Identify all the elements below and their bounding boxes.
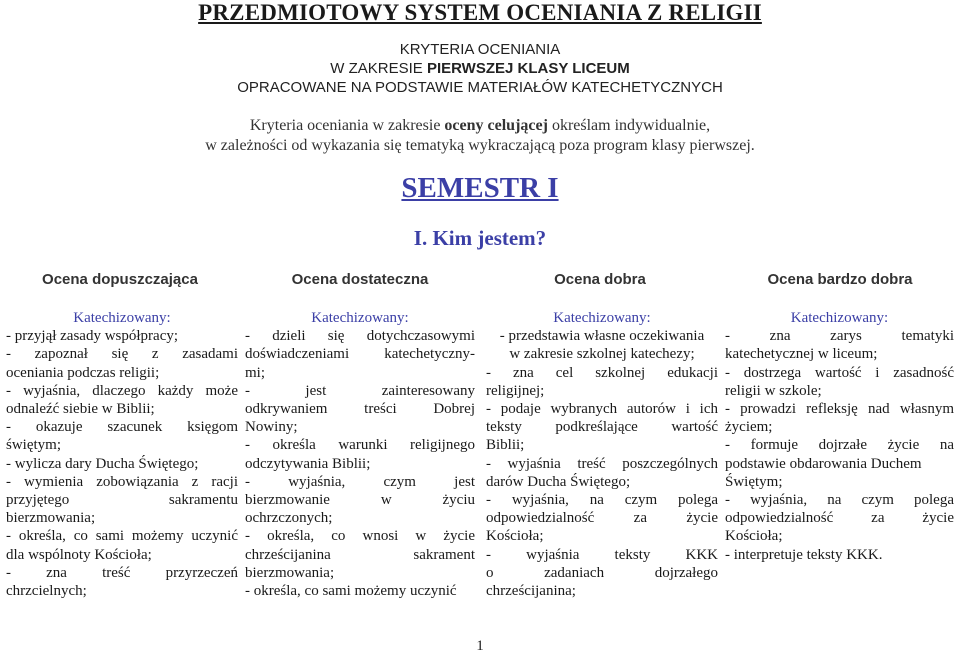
criterion-line: - zna treść przyrzeczeń xyxy=(6,564,238,581)
criterion-line: świętym; xyxy=(6,437,61,454)
criterion-line: przyjętego sakramentu xyxy=(6,491,238,508)
criterion-line: - wymienia zobowiązania z racji xyxy=(6,473,238,490)
criterion-line: o zadaniach dojrzałego xyxy=(486,564,718,581)
criterion-line: - interpretuje teksty KKK. xyxy=(725,546,883,563)
criteria-line-2 xyxy=(0,59,960,78)
criterion-line: - prowadzi refleksję nad własnym xyxy=(725,400,954,417)
criterion-line: odpowiedzialność za życie xyxy=(725,510,954,527)
criteria-line-1: KRYTERIA OCENIANIA xyxy=(399,41,561,58)
criterion-line: - dostrzega wartość i zasadność xyxy=(725,364,954,381)
criterion-line: - zna cel szkolnej edukacji xyxy=(486,364,718,381)
criterion-line: - wyjaśnia treść poszczególnych xyxy=(486,455,718,472)
criterion-line: religii w szkole; xyxy=(725,382,822,399)
intro-line-2: w zależności od wykazania się tematyką wykraczającą poza program klasy pierwszej. xyxy=(205,137,755,154)
column-heading: Katechizowany: xyxy=(73,310,171,326)
criterion-line: oceniania podczas religii; xyxy=(6,364,160,381)
column-heading: Katechizowany: xyxy=(790,310,889,326)
criterion-line: podstawie obdarowania Duchem xyxy=(725,455,922,472)
criterion-line: w zakresie szkolnej katechezy; xyxy=(509,346,695,363)
criterion-line: bierzmowania; xyxy=(245,564,335,581)
criterion-line: Świętym; xyxy=(725,473,783,490)
criterion-line: - określa warunki religijnego xyxy=(245,437,475,454)
criterion-line: Biblii; xyxy=(486,437,525,454)
criterion-line: bierzmowania; xyxy=(6,510,96,527)
criterion-line: chrześcijanina; xyxy=(486,582,576,599)
criterion-line: - podaje wybranych autorów i ich xyxy=(486,401,718,417)
criterion-line: - formuje dojrzałe życie na xyxy=(725,437,954,454)
criterion-line: odkrywaniem treści Dobrej xyxy=(245,400,475,417)
criterion-line: - dzieli się dotychczasowymi xyxy=(245,328,475,345)
criterion-line: dla wspólnoty Kościoła; xyxy=(6,546,152,563)
header-bardzo-dobra: Ocena bardzo dobra xyxy=(767,271,913,288)
intro-block xyxy=(0,116,960,156)
page-number: 1 xyxy=(476,638,484,654)
criteria-line-2-bold: PIERWSZEJ KLASY LICEUM xyxy=(426,60,630,77)
intro-line-1-suffix: określam indywidualnie, xyxy=(547,117,711,134)
criteria-line-3: OPRACOWANE NA PODSTAWIE MATERIAŁÓW KATECHETYCZNYCH xyxy=(237,79,723,96)
column-dobra xyxy=(486,309,718,600)
page-title: PRZEDMIOTOWY SYSTEM OCENIANIA Z RELIGII xyxy=(198,0,762,25)
criterion-line: katechetycznej w liceum; xyxy=(725,346,878,363)
column-dopuszczajaca xyxy=(6,309,238,600)
criteria-block xyxy=(0,40,960,97)
header-dostateczna: Ocena dostateczna xyxy=(291,271,429,288)
semester-heading: SEMESTR I xyxy=(401,172,559,204)
criterion-line: odpowiedzialność za życie xyxy=(486,510,718,527)
column-bardzo-dobra xyxy=(725,309,954,564)
header-dobra: Ocena dobra xyxy=(554,271,646,288)
criterion-line: - zapoznał się z zasadami xyxy=(6,346,238,363)
criterion-line: - wyjaśnia, na czym polega xyxy=(725,491,954,508)
criterion-line: - wyjaśnia, dlaczego każdy może xyxy=(6,382,238,399)
criterion-line: - zna zarys tematyki xyxy=(725,328,954,345)
criterion-line: Kościoła; xyxy=(725,528,783,545)
criterion-line: mi; xyxy=(245,364,266,381)
criterion-line: ochrzczonych; xyxy=(245,510,333,527)
intro-line-1-bold: oceny celującej xyxy=(444,117,548,134)
criterion-line: odnaleźć siebie w Biblii; xyxy=(6,400,155,417)
criterion-line: - wyjaśnia, na czym polega xyxy=(486,491,718,508)
criterion-line: Kościoła; xyxy=(486,528,544,545)
criterion-line: - określa, co sami możemy uczynić xyxy=(6,528,238,545)
column-dostateczna xyxy=(245,309,475,600)
criterion-line: - wyjaśnia teksty KKK xyxy=(486,546,718,563)
criterion-line: odczytywania Biblii; xyxy=(245,455,371,472)
section-heading: I. Kim jestem? xyxy=(413,226,547,250)
criterion-line: życiem; xyxy=(725,419,773,436)
criterion-line: chrzcielnych; xyxy=(6,582,87,599)
column-heading: Katechizowany: xyxy=(553,310,651,326)
criterion-line: Nowiny; xyxy=(245,419,298,436)
criterion-line: chrześcijanina sakrament xyxy=(245,546,475,563)
column-heading: Katechizowany: xyxy=(311,310,409,326)
criterion-line: - przyjął zasady współpracy; xyxy=(6,328,179,345)
criterion-line: - okazuje szacunek księgom xyxy=(6,419,238,436)
criterion-line: - przedstawia własne oczekiwania xyxy=(499,328,705,345)
criterion-line: teksty podkreślające wartość xyxy=(486,419,718,436)
header-dopuszczajaca: Ocena dopuszczająca xyxy=(42,271,198,288)
criterion-line: - określa, co wnosi w życie xyxy=(245,528,475,545)
criterion-line: - określa, co sami możemy uczynić xyxy=(245,582,457,599)
criterion-line: doświadczeniami katechetyczny- xyxy=(245,346,475,363)
intro-line-1-prefix: Kryteria oceniania w zakresie xyxy=(249,117,445,134)
criterion-line: religijnej; xyxy=(486,382,545,399)
criterion-line: - wylicza dary Ducha Świętego; xyxy=(6,455,199,472)
criterion-line: - wyjaśnia, czym jest xyxy=(245,473,475,490)
criterion-line: darów Ducha Świętego; xyxy=(486,473,631,490)
intro-line-1 xyxy=(0,116,960,136)
criterion-line: - jest zainteresowany xyxy=(245,382,475,399)
criteria-line-2-prefix: W ZAKRESIE xyxy=(330,60,427,77)
criterion-line: bierzmowanie w życiu xyxy=(245,491,475,508)
